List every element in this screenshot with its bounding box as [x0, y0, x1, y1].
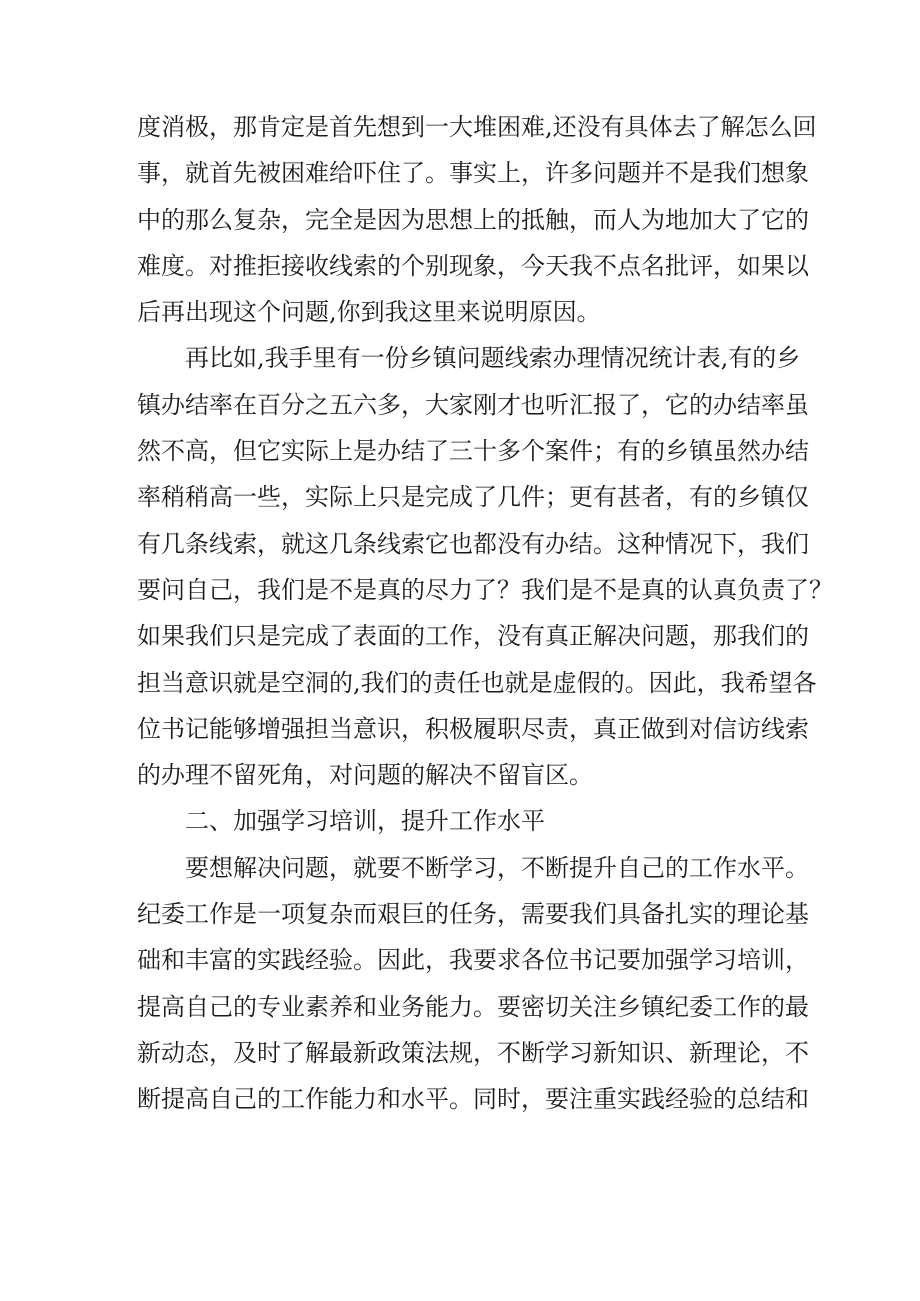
text-line: 事，就首先被困难给吓住了。事实上，许多问题并不是我们想象	[137, 159, 809, 188]
text-line: 断提高自己的工作能力和水平。同时，要注重实践经验的总结和	[137, 1085, 809, 1114]
text-line: 新动态，及时了解最新政策法规，不断学习新知识、新理论，不	[137, 1038, 809, 1067]
text-line: 纪委工作是一项复杂而艰巨的任务，需要我们具备扎实的理论基	[137, 900, 809, 929]
paragraph-first-line: 再比如,我手里有一份乡镇问题线索办理情况统计表,有的乡	[185, 344, 801, 373]
paragraph-first-line: 要想解决问题，就要不断学习，不断提升自己的工作水平。	[185, 853, 809, 882]
text-line: 难度。对推拒接收线索的个别现象，今天我不点名批评，如果以	[137, 251, 809, 280]
text-line: 率稍稍高一些，实际上只是完成了几件；更有甚者，有的乡镇仅	[137, 483, 809, 512]
text-line: 的办理不留死角，对问题的解决不留盲区。	[137, 761, 593, 790]
text-line: 中的那么复杂，完全是因为思想上的抵触，而人为地加大了它的	[137, 205, 809, 234]
text-line: 如果我们只是完成了表面的工作，没有真正解决问题，那我们的	[137, 622, 809, 651]
paragraph-first-line: 二、加强学习培训，提升工作水平	[185, 807, 545, 836]
text-line: 担当意识就是空洞的,我们的责任也就是虚假的。因此，我希望各	[137, 668, 817, 697]
text-line: 有几条线索，就这几条线索它也都没有办结。这种情况下，我们	[137, 529, 809, 558]
text-line: 位书记能够增强担当意识，积极履职尽责，真正做到对信访线索	[137, 714, 809, 743]
text-line: 然不高，但它实际上是办结了三十多个案件；有的乡镇虽然办结	[137, 437, 809, 466]
text-line: 要问自己，我们是不是真的尽力了？我们是不是真的认真负责了？	[137, 575, 833, 604]
text-line: 础和丰富的实践经验。因此，我要求各位书记要加强学习培训，	[137, 946, 809, 975]
text-line: 镇办结率在百分之五六多，大家刚才也听汇报了，它的办结率虽	[137, 390, 809, 419]
body-text	[137, 104, 833, 1123]
text-line: 后再出现这个问题,你到我这里来说明原因。	[137, 298, 601, 327]
text-line: 度消极，那肯定是首先想到一大堆困难,还没有具体去了解怎么回	[137, 113, 817, 141]
text-line: 提高自己的专业素养和业务能力。要密切关注乡镇纪委工作的最	[137, 992, 809, 1021]
